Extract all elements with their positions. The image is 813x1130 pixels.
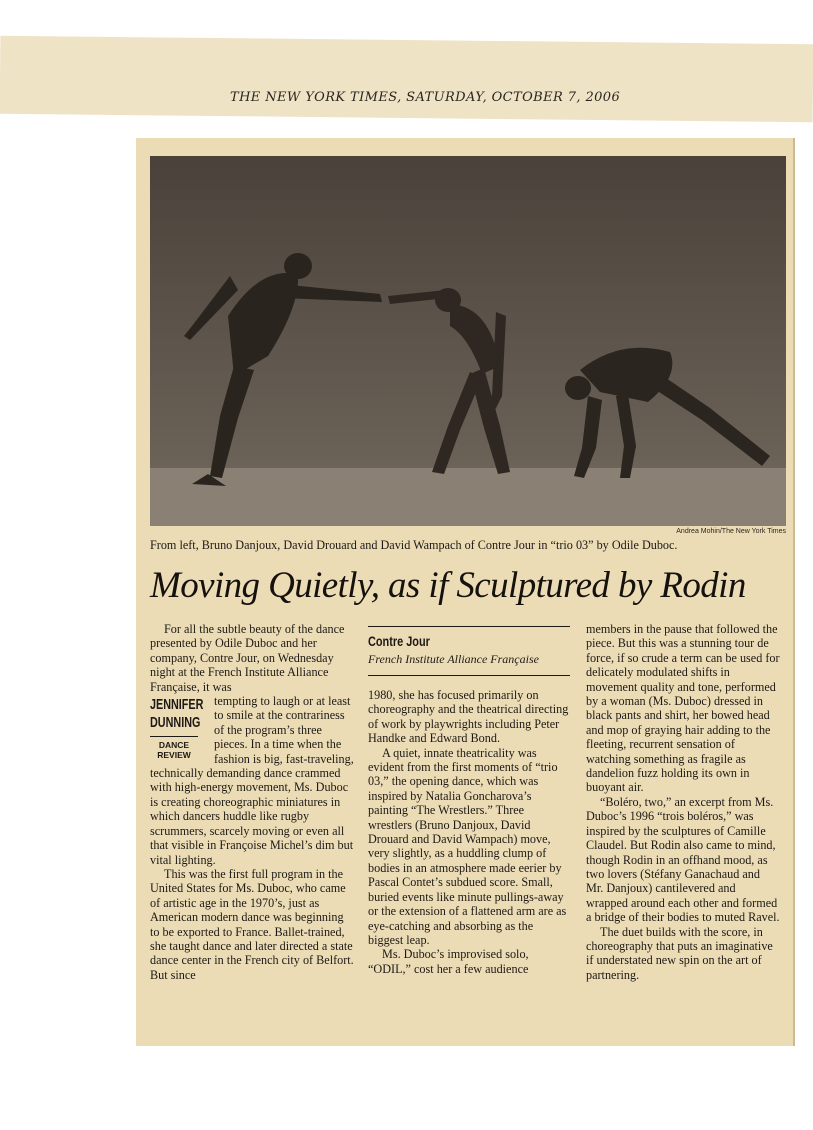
article-paragraph: members in the pause that followed the piece. But this was a stunning tour de force, if so crude a term can be used for delicately modulated shifts in movement quality and tone, performed by a woman (Ms. Duboc) dressed in black pants and shirt, her bowed head and mop of graying hair adding to the fleeting, recurrent sensation of watching something as fragile as dandelion fuzz holding its own in buoyant air. [586,622,780,795]
article-paragraph: A quiet, innate theatricality was evident from the first moments of “trio 03,” the opening dance, which was inspired by Natalia Goncharova’s painting “The Wrestlers.” Three wrestlers (Bruno Danjoux, David Drouard and David Wampach) move, very slightly, as a huddling clump of bodies in an atmosphere made eerier by Pascal Contet’s subdued score. Small, buried events like minute pullings-away or the extension of a flattened arm are as eye-catching and absorbing as the biggest leap. [368,745,567,947]
byline-divider [150,736,198,737]
article-paragraph: “Boléro, two,” an excerpt from Ms. Duboc’s 1996 “trois boléros,” was inspired by the sculptures of Camille Claudel. But Rodin also came to mind, though Rodin in an offhand mood, as two lovers (Stéfany Ganachaud and Mr. Danjoux) cantilevered and wrapped around each other and formed a bridge of their bodies to muted Ravel. [586,794,780,925]
review-label-line-2: REVIEW [157,750,191,761]
review-info-box [368,626,570,676]
article-paragraph: 1980, she has focused primarily on choreography and the theatrical directing of work by playwrights including Peter Handke and Edward Bond. [368,688,569,746]
dateline-paper-strip [0,36,813,123]
dance-photo [150,156,786,526]
article-paragraph: This was the first full program in the United States for Ms. Duboc, who came of artistic age in the 1970’s, just as American modern dance was beginning to be exported to France. Ballet-trained, she taught dance and later directed a state dance center in the French city of Belfort. But since [150,866,354,982]
article-column-2 [368,688,570,976]
article-paragraph: Ms. Duboc’s improvised solo, “ODIL,” cost her a few audience [368,947,529,976]
article-paragraph: For all the subtle beauty of the dance presented by Odile Duboc and her company, Contre Jour, on Wednesday night at the French Institute Alliance Française, it was [150,622,345,694]
info-title: Contre Jour [368,633,430,649]
article-paragraph-wrap [150,694,354,867]
info-venue: French Institute Alliance Française [368,652,539,666]
dateline: THE NEW YORK TIMES, SATURDAY, OCTOBER 7, 2006 [230,90,621,105]
photo-credit: Andrea Mohin/The New York Times [676,528,786,535]
byline-first-name: JENNIFER [150,696,204,714]
byline [150,696,208,760]
article-column-3 [586,622,780,982]
article-column-1 [150,622,354,982]
photo-caption: From left, Bruno Danjoux, David Drouard and David Wampach of Contre Jour in “trio 03” by Odile Duboc. [150,538,678,552]
byline-last-name: DUNNING [150,714,201,732]
article-paragraph: The duet builds with the score, in choreography that puts an imaginative if understated new spin on the art of partnering. [586,924,773,982]
headline: Moving Quietly, as if Sculptured by Rodin [150,565,746,606]
review-label-line-1: DANCE [158,740,190,751]
article-text: tempting to laugh or at least to smile at the contrariness of the program’s three pieces. In a time when the fashion is big, fast-traveling, technically demanding dance crammed with high-energy movement, Ms. Duboc is creating choreographic miniatures in which dancers huddle like rugby scrummers, scarcely moving or even all that visible in Françoise Michel’s dim but vital lighting. [150,694,354,867]
